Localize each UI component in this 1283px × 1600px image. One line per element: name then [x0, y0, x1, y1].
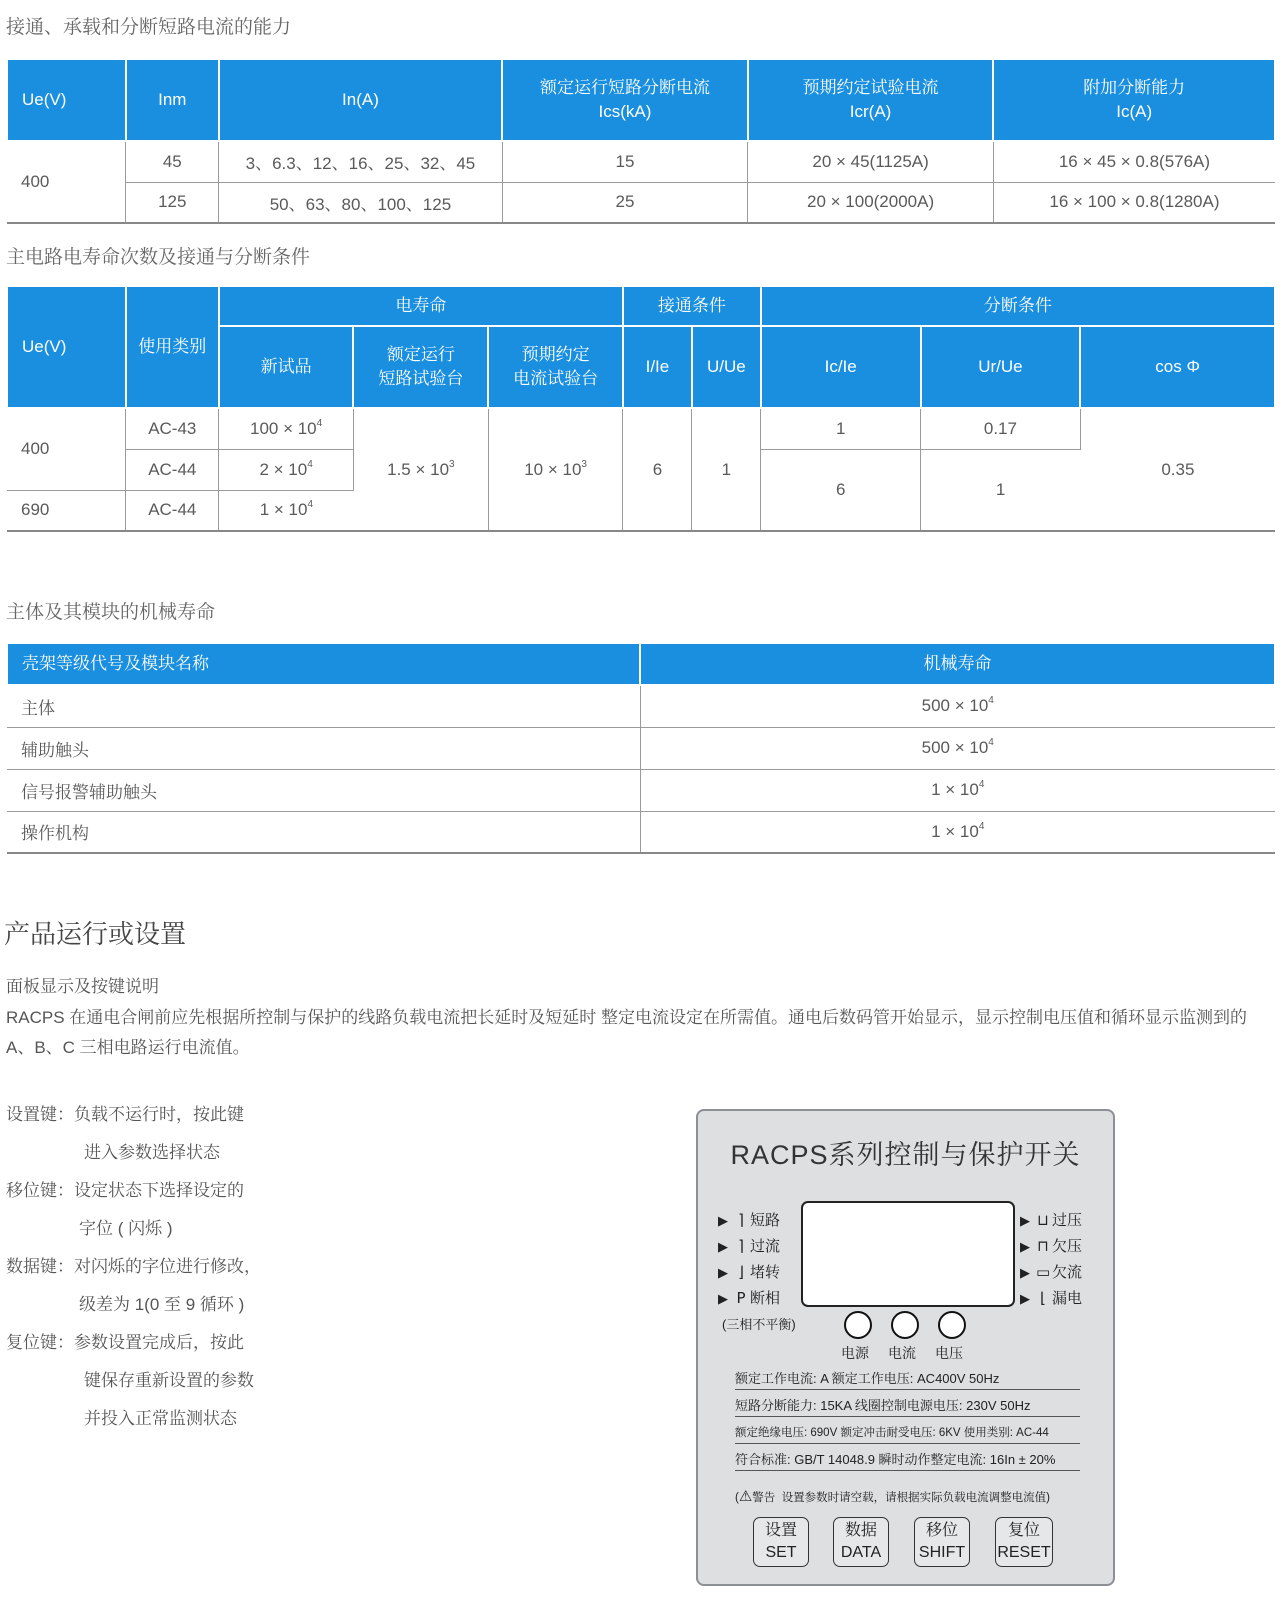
- ur-ue-cell: 1: [921, 449, 1081, 531]
- header-rated: 额定运行 短路试验台: [353, 326, 488, 408]
- in-cell: 50、63、80、100、125: [219, 182, 502, 223]
- ue-cell: 690: [7, 490, 126, 531]
- u-ue-cell: 1: [692, 408, 761, 531]
- new-cell: $2 \times 10^4$: [219, 449, 354, 490]
- voltage-lamp-label: 电压: [935, 1345, 963, 1361]
- warning-icon: ⚠: [738, 1488, 753, 1505]
- cos-cell: 0.35: [1080, 408, 1275, 531]
- key-descriptions: [6, 1096, 261, 1438]
- header-module-name: 壳架等级代号及模块名称: [7, 643, 640, 685]
- spec-rated-current: 额定工作电流: A 额定工作电压: AC400V 50Hz: [735, 1369, 1080, 1390]
- expected-cell: $10 \times 10^3$: [488, 408, 623, 531]
- phase-imbalance-note: (三相不平衡): [722, 1317, 796, 1332]
- life-cell: $1 \times 10^4$: [640, 811, 1275, 853]
- new-cell: $1 \times 10^4$: [219, 490, 354, 531]
- header-inm: Inm: [126, 59, 219, 141]
- life-cell: $1 \times 10^4$: [640, 769, 1275, 811]
- inm-cell: 45: [126, 141, 219, 182]
- table-row: [7, 141, 1275, 182]
- ics-cell: 15: [502, 141, 748, 182]
- table-row: [7, 182, 1275, 223]
- power-lamp-label: 电源: [841, 1345, 869, 1361]
- display-screen: [801, 1201, 1015, 1307]
- category-cell: AC-44: [126, 449, 219, 490]
- indicator-stall: ▶ ⌋ 堵转: [718, 1263, 781, 1281]
- subtitle-panel-keys: 面板显示及按键说明: [6, 977, 159, 996]
- table-row: [7, 408, 1275, 449]
- new-cell: $100 \times 10^4$: [219, 408, 354, 449]
- ue-cell: 400: [7, 141, 126, 223]
- header-break: 分断条件: [761, 286, 1275, 326]
- life-cell: $500 \times 10^4$: [640, 727, 1275, 769]
- set-button[interactable]: 设置 SET: [753, 1517, 809, 1567]
- shift-key-desc-cont: 字位 ( 闪烁 ): [79, 1219, 173, 1238]
- short-circuit-table: [6, 58, 1276, 224]
- indicator-overvoltage: ▶ ⊔ 过压: [1020, 1211, 1083, 1229]
- ic-cell: 16 × 100 × 0.8(1280A): [993, 182, 1275, 223]
- header-new: 新试品: [219, 326, 354, 408]
- section-title-short-circuit: 接通、承载和分断短路电流的能力: [6, 17, 292, 38]
- voltage-lamp-icon: [938, 1311, 966, 1339]
- electrical-life-table: [6, 285, 1276, 532]
- header-u-ue: U/Ue: [692, 326, 761, 408]
- header-icr: 预期约定试验电流 Icr(A): [748, 59, 994, 141]
- control-panel-illustration: [696, 1109, 1115, 1586]
- operation-paragraph: RACPS 在通电合闸前应先根据所控制与保护的线路负载电流把长延时及短延时 整定电流设定在所需值。通电后数码管开始显示，显示控制电压值和循环显示监测到的 A、B、C 三相电路运行电流值。: [6, 1008, 1248, 1057]
- current-lamp-label: 电流: [888, 1345, 916, 1361]
- spec-breaking-capacity: 短路分断能力: 15KA 线圈控制电源电压: 230V 50Hz: [735, 1396, 1080, 1417]
- indicator-overcurrent: ▶ ⌉ 过流: [718, 1237, 781, 1255]
- warning-line: (⚠警告 设置参数时请空载，请根据实际负载电流调整电流值): [735, 1488, 1051, 1505]
- icr-cell: 20 × 100(2000A): [748, 182, 994, 223]
- module-name-cell: 主体: [7, 685, 640, 727]
- ur-ue-cell: 0.17: [921, 408, 1081, 449]
- indicator-undercurrent: ▶ ▭ 欠流: [1020, 1263, 1083, 1281]
- category-cell: AC-44: [126, 490, 219, 531]
- section-heading-operation: 产品运行或设置: [4, 919, 187, 949]
- ic-ie-cell: 1: [761, 408, 921, 449]
- table-row: [7, 811, 1275, 853]
- indicator-phase-loss: ▶ P 断相: [718, 1289, 781, 1307]
- spec-insulation-voltage: 额定绝缘电压: 690V 额定冲击耐受电压: 6KV 使用类别: AC-44: [735, 1423, 1080, 1444]
- table-row: [7, 727, 1275, 769]
- header-in: In(A): [219, 59, 502, 141]
- inm-cell: 125: [126, 182, 219, 223]
- i-ie-cell: 6: [623, 408, 692, 531]
- in-cell: 3、6.3、12、16、25、32、45: [219, 141, 502, 182]
- header-category: 使用类别: [126, 286, 219, 408]
- data-key-desc-cont: 级差为 1(0 至 9 循环 ): [79, 1295, 245, 1314]
- reset-button[interactable]: 复位 RESET: [995, 1517, 1053, 1567]
- header-ue: Ue(V): [7, 59, 126, 141]
- table-row: [7, 685, 1275, 727]
- power-lamp-icon: [844, 1311, 872, 1339]
- current-lamp-icon: [891, 1311, 919, 1339]
- indicator-short-circuit: ▶ ⌉ 短路: [718, 1211, 781, 1229]
- indicator-undervoltage: ▶ ⊓ 欠压: [1020, 1237, 1083, 1255]
- section-title-electrical-life: 主电路电寿命次数及接通与分断条件: [6, 247, 311, 268]
- header-ue: Ue(V): [7, 286, 126, 408]
- mechanical-life-table: [6, 642, 1276, 854]
- set-key-desc: 设置键：负载不运行时，按此键: [6, 1105, 244, 1124]
- ics-cell: 25: [502, 182, 748, 223]
- header-ur-ue: Ur/Ue: [921, 326, 1081, 408]
- module-name-cell: 操作机构: [7, 811, 640, 853]
- rated-cell: $1.5 \times 10^3$: [353, 408, 488, 531]
- reset-key-desc-cont: 键保存重新设置的参数: [84, 1371, 254, 1390]
- table-row: [7, 769, 1275, 811]
- shift-key-desc: 移位键：设定状态下选择设定的: [6, 1181, 244, 1200]
- ue-cell: 400: [7, 408, 126, 490]
- reset-key-desc: 复位键：参数设置完成后，按此: [6, 1333, 244, 1352]
- header-cos: cos Φ: [1080, 326, 1275, 408]
- header-ics: 额定运行短路分断电流 Ics(kA): [502, 59, 748, 141]
- header-life: 电寿命: [219, 286, 623, 326]
- life-cell: $500 \times 10^4$: [640, 685, 1275, 727]
- ic-ie-cell: 6: [761, 449, 921, 531]
- header-expected: 预期约定 电流试验台: [488, 326, 623, 408]
- reset-key-desc-cont2: 并投入正常监测状态: [84, 1409, 237, 1428]
- header-mechanical-life: 机械寿命: [640, 643, 1275, 685]
- spec-standard: 符合标准: GB/T 14048.9 瞬时动作整定电流: 16In ± 20%: [735, 1450, 1080, 1471]
- indicator-leakage: ▶ ⌊ 漏电: [1020, 1289, 1083, 1307]
- panel-title: RACPS系列控制与保护开关: [730, 1140, 1081, 1170]
- header-i-ie: I/Ie: [623, 326, 692, 408]
- category-cell: AC-43: [126, 408, 219, 449]
- section-title-mechanical-life: 主体及其模块的机械寿命: [6, 602, 216, 623]
- header-make: 接通条件: [623, 286, 761, 326]
- module-name-cell: 辅助触头: [7, 727, 640, 769]
- module-name-cell: 信号报警辅助触头: [7, 769, 640, 811]
- data-button[interactable]: 数据 DATA: [833, 1517, 889, 1567]
- header-ic: 附加分断能力 Ic(A): [993, 59, 1275, 141]
- header-ic-ie: Ic/Ie: [761, 326, 921, 408]
- ic-cell: 16 × 45 × 0.8(576A): [993, 141, 1275, 182]
- data-key-desc: 数据键：对闪烁的字位进行修改，: [6, 1257, 261, 1276]
- set-key-desc-cont: 进入参数选择状态: [84, 1143, 220, 1162]
- icr-cell: 20 × 45(1125A): [748, 141, 994, 182]
- shift-button[interactable]: 移位 SHIFT: [914, 1517, 970, 1567]
